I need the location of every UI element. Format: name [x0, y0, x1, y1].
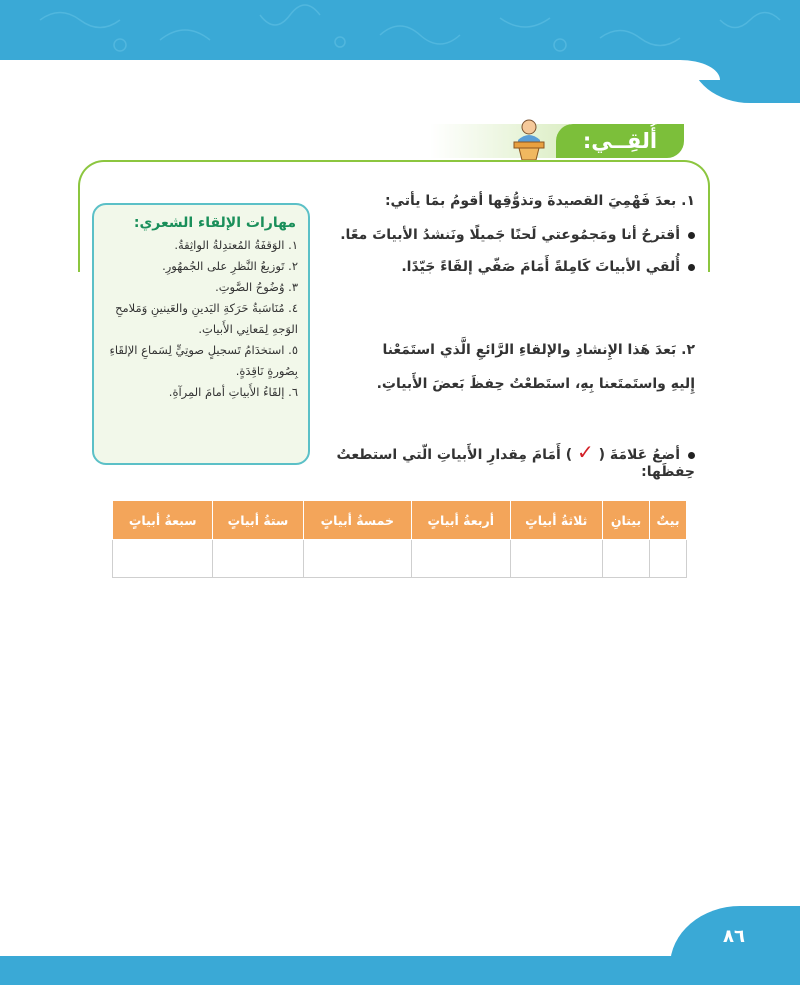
- answer-cell[interactable]: [510, 540, 602, 578]
- list-item: [325, 251, 695, 283]
- bullet-icon: [688, 264, 695, 271]
- answer-cell[interactable]: [303, 540, 411, 578]
- question-2-line-1: ٢. بَعدَ هَذا الإِنشادِ والإلقاءِ الرَّائعِ الَّذي استَمَعْنا: [382, 342, 695, 358]
- table-header: بيتٌ: [650, 501, 687, 540]
- page-number: ٨٦: [723, 926, 745, 947]
- table-header-row: [113, 501, 687, 540]
- answer-cell[interactable]: [411, 540, 510, 578]
- answer-cell[interactable]: [213, 540, 303, 578]
- section-heading-text: أُلقِــي:: [582, 129, 658, 153]
- bullet-text: أُلقي الأبياتَ كَامِلةً أَمَامَ صَفّي إلقَاءً جَيّدًا.: [401, 259, 680, 275]
- verses-table: [112, 500, 687, 578]
- bullet-icon: [688, 232, 695, 239]
- table-header: سبعةُ أبياتٍ: [113, 501, 213, 540]
- answer-cell[interactable]: [113, 540, 213, 578]
- table-header: بيتانِ: [602, 501, 649, 540]
- list-item: ٤. مُنَاسَبةُ حَرَكةِ اليَدينِ والعَينينِ وَمَلامحِ الوَجهِ لِمَعانِي الأَبياتِ.: [115, 301, 298, 336]
- list-item: ٣. وُضُوحُ الصَّوتِ.: [215, 280, 298, 294]
- header-pattern: [0, 0, 800, 62]
- answer-cell[interactable]: [650, 540, 687, 578]
- list-item: ٦. إلقَاءُ الأَبياتِ أمامَ المِرآةِ.: [168, 385, 298, 399]
- table-header: أربعةُ أبياتٍ: [411, 501, 510, 540]
- header-curve: [0, 60, 720, 80]
- skills-list: [94, 235, 308, 403]
- question-2: [345, 333, 695, 401]
- question-3-after: ) أَمَامَ مِقدارِ الأَبياتِ الّتي استطعتُ حِفظَها:: [336, 447, 695, 480]
- list-item: ١. الوَقفَةُ المُعتدِلةُ الواثِقةُ.: [174, 238, 298, 252]
- table-header: خمسةُ أبياتٍ: [303, 501, 411, 540]
- footer-band: [0, 956, 800, 985]
- table-header: ثلاثةُ أبياتٍ: [510, 501, 602, 540]
- question-1: [325, 193, 695, 283]
- section-heading: [556, 124, 684, 158]
- answer-cell[interactable]: [602, 540, 649, 578]
- question-3-before: أضعُ عَلامَةَ (: [598, 447, 680, 463]
- list-item: ٥. استخدَامُ تَسجيلٍ صوتِيٍّ لِسَماعِ الإلقَاءِ بِصُورةٍ نَاقِدَةٍ.: [109, 343, 298, 378]
- table-header: ستةُ أبياتٍ: [213, 501, 303, 540]
- skills-title: مهارات الإلقاء الشعري:: [133, 215, 296, 231]
- list-item: ٢. تَوزيعُ النَّظرِ على الجُمهُورِ.: [162, 259, 298, 273]
- question-2-line-2: إِليهِ واستَمتَعنا بِهِ، استَطعْتُ حِفظَ بَعضَ الأَبياتِ.: [376, 376, 695, 392]
- table-row: [113, 540, 687, 578]
- skills-box: [92, 203, 310, 465]
- checkmark-icon: ✓: [576, 440, 594, 464]
- podium-speaker-icon: [508, 118, 550, 162]
- list-item: [325, 219, 695, 251]
- question-1-bullets: [325, 219, 695, 283]
- bullet-icon: [688, 452, 695, 459]
- question-3: [300, 440, 695, 480]
- bullet-text: أقترحُ أنا ومَجمُوعتي لَحنًا جَميلًا ونَنشدُ الأبياتَ معًا.: [340, 227, 680, 243]
- header-band: [0, 0, 800, 62]
- question-1-stem: ١. بعدَ فَهْمِيَ القصيدةَ وتذوُّقِها أقومُ بمَا يأتي:: [384, 193, 695, 209]
